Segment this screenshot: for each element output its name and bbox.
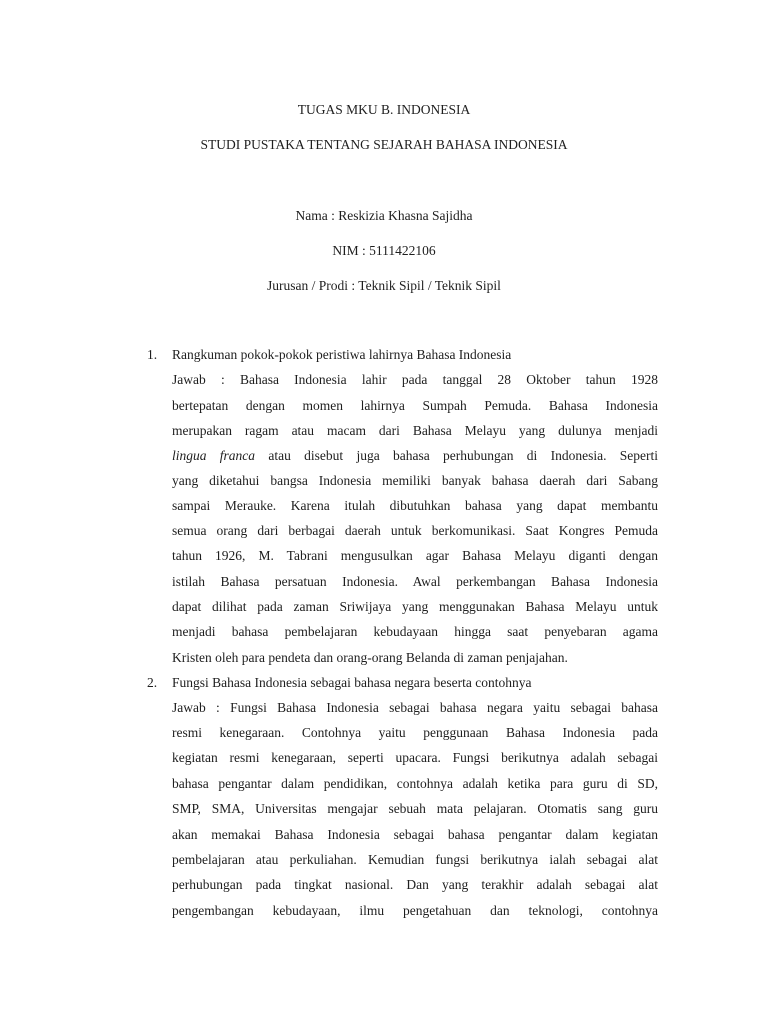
paragraph-line: tahun 1926, M. Tabrani mengusulkan agar Bahasa Melayu diganti dengan [172,548,658,563]
paragraph-line: bertepatan dengan momen lahirnya Sumpah Pemuda. Bahasa Indonesia [172,398,658,413]
paragraph-line: yang diketahui bangsa Indonesia memiliki banyak bahasa daerah dari Sabang [172,473,658,488]
paragraph-line [172,446,658,466]
paragraph-line: Jawab : Fungsi Bahasa Indonesia sebagai bahasa negara yaitu sebagai bahasa [172,700,658,715]
document-subtitle: STUDI PUSTAKA TENTANG SEJARAH BAHASA INDONESIA [200,137,568,152]
paragraph-line: semua orang dari berbagai daerah untuk berkomunikasi. Saat Kongres Pemuda [172,523,658,538]
paragraph-line: bahasa pengantar dalam pendidikan, contohnya adalah ketika para guru di SD, [172,776,658,791]
item-number: 2. [147,675,158,690]
paragraph-line: SMP, SMA, Universitas mengajar sebuah mata pelajaran. Otomatis sang guru [172,801,658,816]
paragraph-line: Jawab : Bahasa Indonesia lahir pada tanggal 28 Oktober tahun 1928 [172,372,658,387]
italic-term: lingua franca [172,448,256,463]
paragraph-line: menjadi bahasa pembelajaran kebudayaan hingga saat penyebaran agama [172,624,658,639]
paragraph-line: pembelajaran atau perkuliahan. Kemudian fungsi berikutnya ialah sebagai alat [172,852,658,867]
item-number: 1. [147,347,158,362]
document-title: TUGAS MKU B. INDONESIA [297,102,471,117]
paragraph-line: sampai Merauke. Karena itulah dibutuhkan bahasa yang dapat membantu [172,498,658,513]
paragraph-line-text: atau disebut juga bahasa perhubungan di Indonesia. Seperti [268,448,659,463]
student-nim: NIM : 5111422106 [332,243,436,258]
paragraph-line: resmi kenegaraan. Contohnya yaitu penggunaan Bahasa Indonesia pada [172,725,658,740]
paragraph-line: pengembangan kebudayaan, ilmu pengetahuan dan teknologi, contohnya [172,903,658,918]
paragraph-line: akan memakai Bahasa Indonesia sebagai bahasa pengantar dalam kegiatan [172,827,658,842]
paragraph-line: istilah Bahasa persatuan Indonesia. Awal perkembangan Bahasa Indonesia [172,574,658,589]
item-title: Fungsi Bahasa Indonesia sebagai bahasa negara beserta contohnya [172,675,532,690]
student-name: Nama : Reskizia Khasna Sajidha [295,208,473,223]
paragraph-line: merupakan ragam atau macam dari Bahasa Melayu yang dulunya menjadi [172,423,658,438]
student-major: Jurusan / Prodi : Teknik Sipil / Teknik Sipil [267,278,501,293]
paragraph-line: Kristen oleh para pendeta dan orang-orang Belanda di zaman penjajahan. [172,650,568,665]
paragraph-line: perhubungan pada tingkat nasional. Dan yang terakhir adalah sebagai alat [172,877,658,892]
item-title: Rangkuman pokok-pokok peristiwa lahirnya Bahasa Indonesia [172,347,512,362]
paragraph-line: kegiatan resmi kenegaraan, seperti upacara. Fungsi berikutnya adalah sebagai [172,750,658,765]
paragraph-line: dapat dilihat pada zaman Sriwijaya yang menggunakan Bahasa Melayu untuk [172,599,658,614]
